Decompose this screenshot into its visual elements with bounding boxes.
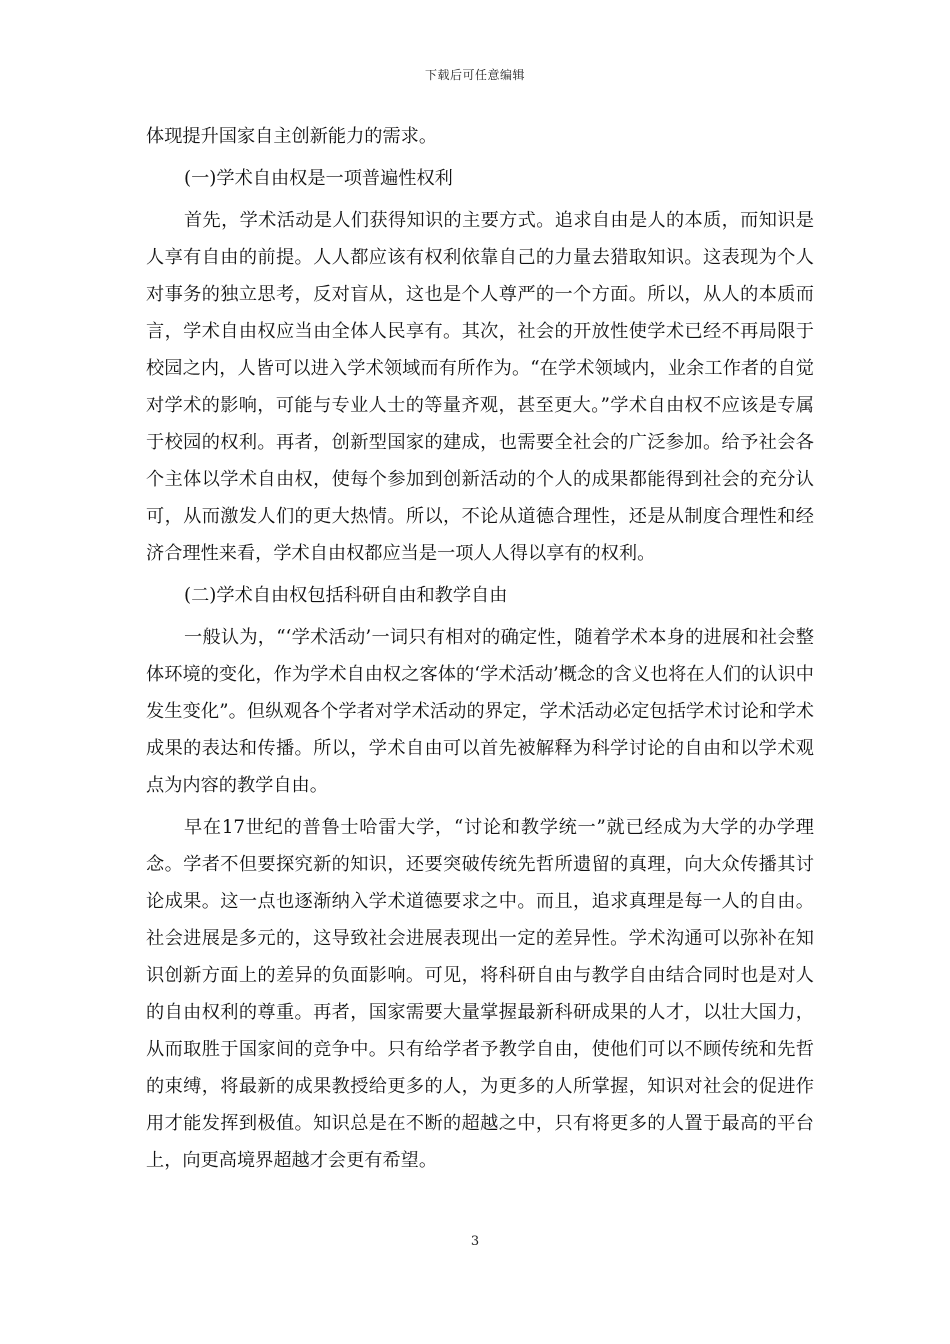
running-header: 下载后可任意编辑 bbox=[424, 68, 525, 82]
body-text bbox=[146, 118, 814, 1179]
paragraph-continuation: 体现提升国家自主创新能力的需求。 bbox=[146, 126, 438, 147]
paragraph-3: 早在17世纪的普鲁士哈雷大学，“讨论和教学统一”就已经成为大学的办学理念。学者不但要探究新的知识，还要突破传统先哲所遗留的真理，向大众传播其讨论成果。这一点也逐渐纳入学术道德要求之中。而且，追求真理是每一人的自由。社会进展是多元的，这导致社会进展表现出一定的差异性。学术沟通可以弥补在知识创新方面上的差异的负面影响。可见，将科研自由与教学自由结合同时也是对人的自由权利的尊重。再者，国家需要大量掌握最新科研成果的人才，以壮大国力，从而取胜于国家间的竞争中。只有给学者予教学自由，使他们可以不顾传统和先哲的束缚，将最新的成果教授给更多的人，为更多的人所掌握，知识对社会的促进作用才能发挥到极值。知识总是在不断的超越之中，只有将更多的人置于最高的平台上，向更高境界超越才会更有希望。 bbox=[146, 817, 814, 1171]
paragraph-1: 首先，学术活动是人们获得知识的主要方式。追求自由是人的本质，而知识是人享有自由的前提。人人都应该有权利依靠自己的力量去猎取知识。这表现为个人对事务的独立思考，反对盲从，这也是个人尊严的一个方面。所以，从人的本质而言，学术自由权应当由全体人民享有。其次，社会的开放性使学术已经不再局限于校园之内，人皆可以进入学术领域而有所作为。“在学术领域内，业余工作者的自觉对学术的影响，可能与专业人士的等量齐观，甚至更大。”学术自由权不应该是专属于校园的权利。再者，创新型国家的建成，也需要全社会的广泛参加。给予社会各个主体以学术自由权，使每个参加到创新活动的个人的成果都能得到社会的充分认可，从而激发人们的更大热情。所以，不论从道德合理性，还是从制度合理性和经济合理性来看，学术自由权都应当是一项人人得以享有的权利。 bbox=[146, 210, 814, 564]
section-heading-1: (一)学术自由权是一项普遍性权利 bbox=[184, 168, 453, 189]
page-number: 3 bbox=[470, 1234, 480, 1249]
paragraph-2: 一般认为，“‘学术活动’一词只有相对的确定性，随着学术本身的进展和社会整体环境的变化，作为学术自由权之客体的‘学术活动’概念的含义也将在人们的认识中发生变化”。但纵观各个学者对学术活动的界定，学术活动必定包括学术讨论和学术成果的表达和传播。所以，学术自由可以首先被解释为科学讨论的自由和以学术观点为内容的教学自由。 bbox=[146, 627, 814, 796]
section-heading-2: (二)学术自由权包括科研自由和教学自由 bbox=[184, 585, 508, 606]
